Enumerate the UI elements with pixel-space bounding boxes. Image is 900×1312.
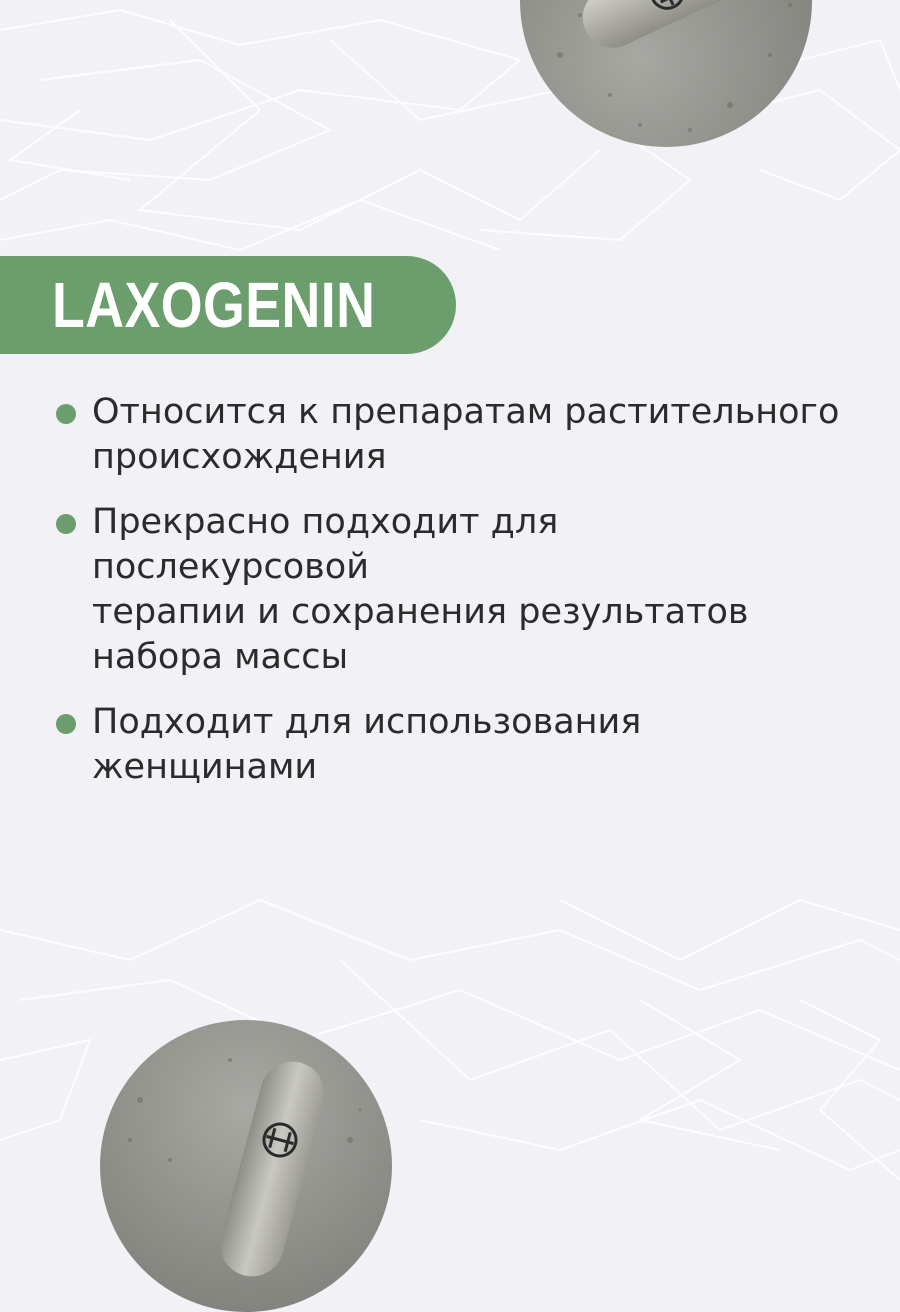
list-item — [56, 700, 846, 790]
list-item-text: Подходит для использования женщинами — [92, 702, 642, 787]
list-item — [56, 500, 846, 680]
title-banner — [0, 256, 456, 354]
list-item-text: Относится к препаратам растительного происхождения — [92, 392, 840, 477]
list-item-text: Прекрасно подходит для послекурсовой терапии и сохранения результатов набора массы — [92, 502, 749, 677]
bullet-dot-icon — [56, 404, 76, 424]
list-item — [56, 390, 846, 480]
bullet-dot-icon — [56, 714, 76, 734]
capsule-on-stone-photo-top — [520, 0, 812, 147]
product-title: LAXOGENIN — [52, 269, 376, 341]
feature-list — [56, 390, 846, 810]
capsule-on-stone-photo-bottom — [100, 1020, 392, 1312]
bullet-dot-icon — [56, 514, 76, 534]
